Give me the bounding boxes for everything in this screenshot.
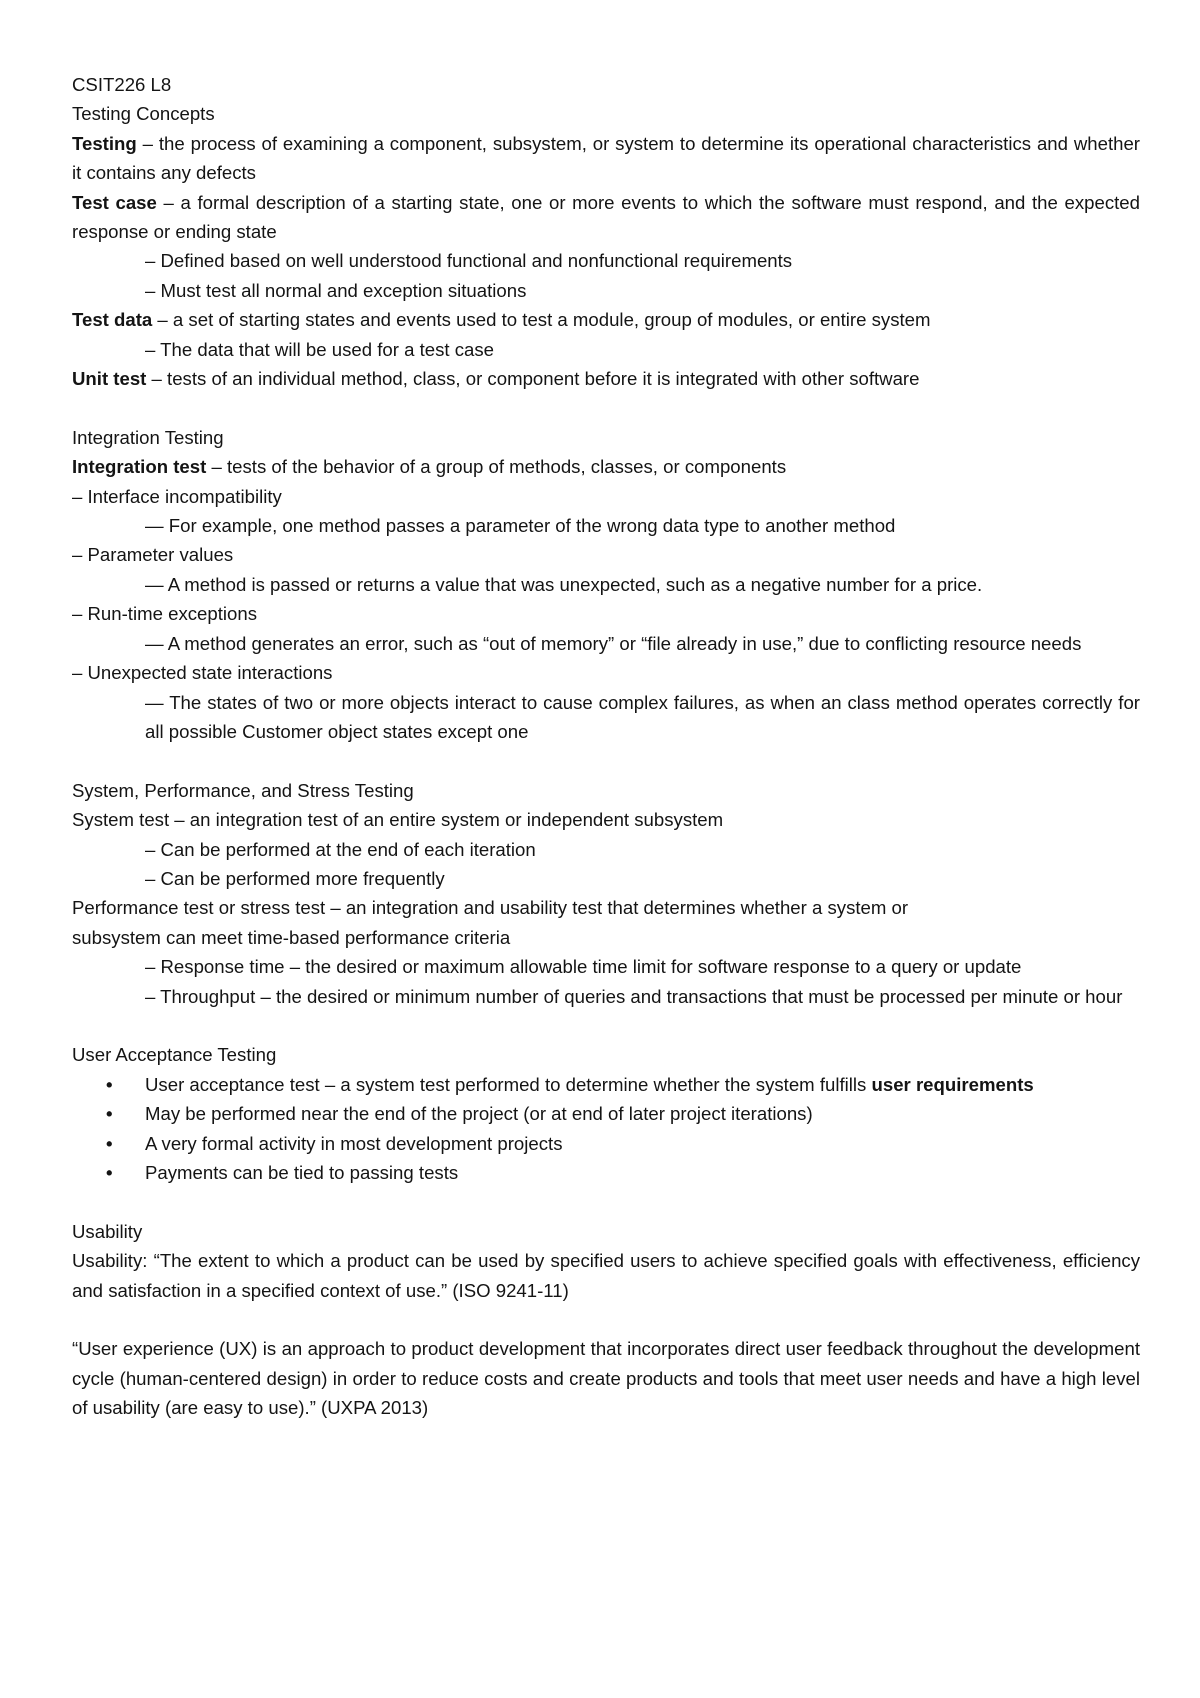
definition-test-case bbox=[72, 188, 1140, 247]
definition-system-test: System test – an integration test of an entire system or independent subsystem bbox=[72, 809, 724, 831]
definition-test-data bbox=[72, 305, 1140, 334]
bullet-text-main: User acceptance test – a system test performed to determine whether the system fulfills bbox=[145, 1073, 872, 1095]
term-test-data: Test data bbox=[72, 309, 153, 331]
section-heading-user-acceptance-testing: User Acceptance Testing bbox=[72, 1044, 277, 1066]
term-testing: Testing bbox=[72, 132, 137, 154]
bullet-text: Payments can be tied to passing tests bbox=[145, 1161, 459, 1183]
sub-item: – Can be performed at the end of each iteration bbox=[145, 838, 536, 860]
definition-integration-test bbox=[72, 452, 1140, 481]
spacer bbox=[72, 1187, 1140, 1216]
sub-item: – The data that will be used for a test case bbox=[145, 338, 495, 360]
spacer bbox=[72, 393, 1140, 422]
definition-text: – a set of starting states and events used to test a module, group of modules, or entire system bbox=[152, 309, 931, 331]
bullet-icon: • bbox=[106, 1161, 113, 1183]
sub-item: — For example, one method passes a parameter of the wrong data type to another method bbox=[145, 515, 896, 537]
definition-performance-test-line2: subsystem can meet time-based performance criteria bbox=[72, 926, 511, 948]
list-item: – Unexpected state interactions bbox=[72, 662, 333, 684]
section-heading-system-performance-stress: System, Performance, and Stress Testing bbox=[72, 779, 414, 801]
bullet-item bbox=[72, 1158, 1140, 1187]
list-item: – Interface incompatibility bbox=[72, 485, 282, 507]
list-item: – Parameter values bbox=[72, 544, 234, 566]
bullet-icon: • bbox=[106, 1103, 113, 1125]
bullet-text-bold: user requirements bbox=[871, 1073, 1034, 1095]
section-heading-testing-concepts: Testing Concepts bbox=[72, 103, 215, 125]
term-integration-test: Integration test bbox=[72, 456, 207, 478]
spacer bbox=[72, 1305, 1140, 1334]
bullet-item bbox=[72, 1070, 1140, 1099]
section-heading-integration-testing: Integration Testing bbox=[72, 426, 224, 448]
definition-text: – a formal description of a starting state, one or more events to which the software must respond, and the expected response or ending state bbox=[72, 191, 1140, 243]
bullet-text: A very formal activity in most development projects bbox=[145, 1132, 563, 1154]
definition-text: – the process of examining a component, subsystem, or system to determine its operational characteristics and whether it contains any defects bbox=[72, 132, 1140, 184]
sub-item: — The states of two or more objects interact to cause complex failures, as when an class method operates correctly for all possible Customer object states except one bbox=[145, 691, 1140, 742]
definition-performance-test-line1: Performance test or stress test – an integration and usability test that determines whether a system or bbox=[72, 897, 909, 919]
bullet-item bbox=[72, 1099, 1140, 1128]
sub-item: – Throughput – the desired or minimum number of queries and transactions that must be processed per minute or hour bbox=[145, 985, 1123, 1007]
term-test-case: Test case bbox=[72, 191, 157, 213]
spacer bbox=[72, 1011, 1140, 1040]
bullet-text bbox=[145, 1070, 1034, 1099]
section-heading-usability: Usability bbox=[72, 1220, 143, 1242]
usability-definition: Usability: “The extent to which a product can be used by specified users to achieve specified goals with effectiveness, efficiency and satisfaction in a specified context of use.” (ISO 9241-11) bbox=[72, 1250, 1140, 1301]
course-code: CSIT226 L8 bbox=[72, 74, 172, 95]
sub-item: – Must test all normal and exception situations bbox=[145, 279, 527, 301]
definition-text: – tests of an individual method, class, or component before it is integrated with other software bbox=[146, 368, 920, 390]
bullet-icon: • bbox=[106, 1073, 113, 1095]
definition-testing bbox=[72, 129, 1140, 188]
spacer bbox=[72, 746, 1140, 775]
term-unit-test: Unit test bbox=[72, 368, 147, 390]
sub-item: – Response time – the desired or maximum allowable time limit for software response to a query or update bbox=[145, 956, 1022, 978]
bullet-icon: • bbox=[106, 1132, 113, 1154]
bullet-item bbox=[72, 1129, 1140, 1158]
sub-item: – Defined based on well understood functional and nonfunctional requirements bbox=[145, 250, 793, 272]
bullet-text: May be performed near the end of the project (or at end of later project iterations) bbox=[145, 1103, 813, 1125]
sub-item: — A method generates an error, such as “out of memory” or “file already in use,” due to conflicting resource needs bbox=[145, 632, 1082, 654]
ux-quote: “User experience (UX) is an approach to product development that incorporates direct user feedback throughout the development cycle (human-centered design) in order to reduce costs and create products and tools that meet user needs and have a high level of usability (are easy to use).” (UXPA 2013) bbox=[72, 1338, 1140, 1419]
sub-item: — A method is passed or returns a value that was unexpected, such as a negative number for a price. bbox=[145, 573, 983, 595]
definition-text: – tests of the behavior of a group of methods, classes, or components bbox=[206, 456, 787, 478]
definition-unit-test bbox=[72, 364, 1140, 393]
list-item: – Run-time exceptions bbox=[72, 603, 257, 625]
sub-item: – Can be performed more frequently bbox=[145, 867, 445, 889]
